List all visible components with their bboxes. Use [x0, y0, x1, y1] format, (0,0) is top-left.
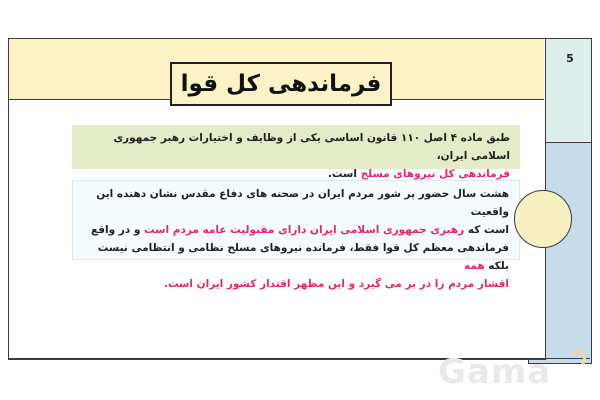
decorative-circle — [514, 190, 572, 248]
definition-line-1: طبق ماده ۴ اصل ۱۱۰ قانون اساسی یکی از وظایف و اختیارات رهبر جمهوری اسلامی ایران، — [113, 132, 510, 162]
watermark-arc-icon — [568, 350, 586, 368]
definition-line-2-rest: است. — [327, 168, 361, 180]
explanation-line-2-end: و در واقع — [90, 224, 145, 236]
header-band-edge — [528, 38, 544, 100]
explanation-line-4 — [83, 275, 509, 293]
explanation-highlight-2: همه — [463, 260, 485, 272]
explanation-line-3 — [83, 239, 509, 275]
explanation-box — [72, 180, 520, 290]
definition-highlight: فرماندهی کل نیروهای مسلح — [360, 168, 510, 180]
page-number: 5 — [566, 52, 574, 65]
definition-box — [72, 125, 520, 180]
watermark-logo: Gama — [438, 352, 552, 392]
explanation-line-3-start: فرماندهی معظم کل قوا فقط، فرمانده نیروهای مسلح نظامی و انتظامی نیست بلکه — [97, 242, 509, 272]
explanation-highlight-3: اقشار مردم را در بر می گیرد و این مظهر اقتدار کشور ایران است. — [163, 278, 509, 290]
explanation-highlight-1: رهبری جمهوری اسلامی ایران دارای مقبولیت عامه مردم است — [144, 224, 465, 236]
slide-title: فرماندهی کل قوا — [170, 62, 392, 106]
explanation-line-2-start: است که — [464, 224, 509, 236]
explanation-line-1: هشت سال حضور پر شور مردم ایران در صحنه های دفاع مقدس نشان دهنده این واقعیت — [96, 188, 509, 218]
explanation-line-2 — [83, 221, 509, 239]
